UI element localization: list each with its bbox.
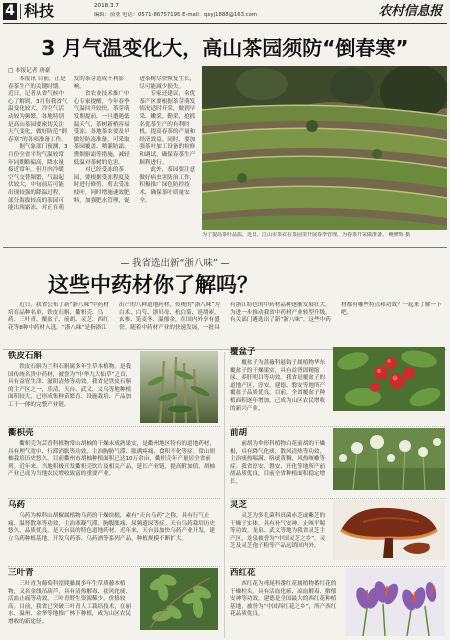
herb-entry-text: 灵芝为多孔菌科真菌赤芝或紫芝的干燥子实体，具有补气安神、止咳平喘等功效。龙泉、武义等地为我省灵芝主产区，龙泉被誉为“中国灵芝之乡”，灵芝及灵芝孢子粉等产品远销国内外。 [230, 513, 326, 550]
tea-article-paragraph: 专家还建议，名优茶产区要根据茶芽萌发情况适时开采，做到早采、嫩采、勤采，抢抓名优茶生产的有利时机，提高春茶的产量和经济效益。同时，要加强茶叶加工设备的检修和调试，确保春茶生产顺利进行。 [139, 91, 196, 166]
herb-entry-text: 西红花为鸢尾科番红花属植物番红花的干燥柱头，具有活血化瘀、凉血解毒、解郁安神等功效。建德是全国最大的西红花种植基地，被誉为“中国西红花之乡”，所产西红花品质优良。 [230, 581, 337, 618]
section-name: 科技 [24, 2, 55, 20]
raspberry-photo [333, 347, 445, 411]
photo-caption: 为了提高茶叶品质，近日，江山市茶农在茶园里开展春季管理，为春茶开采做准备。 鲍修辉 摄 [202, 232, 411, 238]
feature-title: 这些中药材你了解吗？ [48, 273, 258, 297]
herb-entry-text: 前胡为伞形科植物白花前胡的干燥根，具有降气化痰、散风清热等功效，主治痰热喘满、咯痰黄稠、风热咳嗽等症。我省淳安、磐安、开化等地所产前胡品质优良，目前全省种植面积稳定增长。 [230, 441, 326, 485]
herb-entry-title: 覆盆子 [230, 347, 256, 357]
herb-entry-text: 衢枳壳为芸香科植物常山胡柚的干燥未成熟果实，是衢州地区特有的道地药材，具有理气宽中、行滞消胀等功效，主治胸胁气滞、胀满疼痛、食积不化等症。常山胡柚栽培历史悠久，目前衢州市胡柚种植面积已达10万余亩，衢枳壳年产量居全省前列。近年来，当地积极开发衢枳壳饮片及相关产品，延长产业链，提高附加值，胡柚产业已成为当地农民增收致富的重要产业。 [8, 441, 215, 478]
herb-entry-lingzhi [230, 500, 445, 565]
feature-kicker: 我省选出新“浙八味” [118, 258, 232, 270]
tea-article-body [8, 76, 200, 238]
tea-garden-photo [202, 66, 447, 230]
herb-entry-title: 衢枳壳 [8, 428, 34, 438]
tea-article-paragraph: 据气象部门预测，3月份全省平均气温较常年同期略偏高，降水量接近常年。但月内冷暖空气交替频繁，气温起伏较大，中旬前后可能出现较强的降温过程，部分海拔较高的茶园可能出现霜冻，对正在萌发的茶芽造成不利影响。 [8, 76, 125, 212]
herb-entry-wuyao [8, 500, 218, 565]
herb-entry-xihonghua [230, 568, 445, 638]
herb-entry-title: 铁皮石斛 [8, 351, 43, 361]
herb-entry-text: 三叶青为葡萄科崖爬藤属多年生草质藤本植物，又名金线吊葫芦，具有清热解毒、祛风化痰、活血止痛等功效。三叶青野生资源稀少，价格较高。目前，我省已突破三叶青人工栽培技术，在丽水、温州、金华等地推广林下种植，成为山区农民增收的新途径。 [8, 581, 132, 625]
peucedanum-photo [333, 428, 445, 490]
tea-article-headline: 3 月气温变化大，高山茶园须防“倒春寒” [41, 36, 409, 60]
herb-entry-title: 三叶青 [8, 568, 34, 578]
tea-article-paragraph: 省农业技术推广中心专家提醒，今年春季气温回升较快，茶芽萌发期提前，一旦遭遇低温天气，茶树新梢容易受冻。各地茶农要及早做好防冻准备，可采取茶园覆盖、喷灌防霜、熏烟驱霜等措施，减轻低温对茶树的危害。 [73, 91, 130, 166]
section-rule [3, 247, 447, 248]
entry-divider [8, 566, 220, 567]
sanyeqing-photo [140, 568, 218, 630]
feature-intro [8, 302, 445, 348]
herb-entry-text: 铁皮石斛为兰科石斛属多年生草本植物，是我国传统名贵中药材，被誉为“中华九大仙草”之首，具有益胃生津、滋阴清热等功效。我省是铁皮石斛的主产区之一，乐清、天台、武义、义乌等地种植面积较大，已形成集种苗繁育、设施栽培、产品加工于一体的完整产业链。 [8, 364, 132, 408]
herb-entry-qianhu [230, 428, 445, 497]
herb-entry-title: 前胡 [230, 428, 248, 438]
herb-entry-text: 覆盆子为蔷薇科悬钩子属植物华东覆盆子的干燥果实，具有益肾固精缩尿、养肝明目等功效。我省是覆盆子的道地产区，淳安、建德、磐安等地所产覆盆子品质优良。目前，全省覆盆子种植面积逐年增加，已成为山区农民增收的新兴产业。 [230, 360, 326, 412]
herb-entry-tiepishihu [8, 351, 218, 425]
entry-divider [8, 426, 220, 427]
entry-divider [230, 566, 445, 567]
herb-entry-quzhiqiao [8, 428, 218, 497]
header-divider [20, 4, 21, 19]
lingzhi-photo [333, 500, 445, 560]
editor-line: 编辑：俞亚 电话：0571-86757195 E-mail：qxyj1888@163.com [94, 12, 257, 18]
entry-divider [230, 498, 445, 499]
dendrobium-photo [140, 351, 218, 423]
page-number: 4 [3, 3, 17, 20]
herb-entry-title: 乌药 [8, 500, 26, 510]
saffron-crocus-photo [345, 568, 445, 636]
newspaper-masthead: 农村信息报 [378, 4, 442, 19]
herb-entry-title: 灵芝 [230, 500, 248, 510]
herb-entry-fupenzi [230, 347, 445, 425]
herb-entry-title: 西红花 [230, 568, 256, 578]
entry-divider [8, 498, 220, 499]
herb-entry-text: 乌药为樟科山胡椒属植物乌药的干燥块根，素有“天台乌药”之称，具有行气止痛、温肾散寒等功效，主治寒凝气滞、胸腹胀痛、尿频遗尿等症。天台乌药栽培历史悠久，品质优良，是天台县的特色道地药材。近年来，天台县加快乌药产业开发，建立乌药种植基地，开发乌药茶、乌药酒等系列产品，种植规模不断扩大。 [8, 513, 215, 542]
herb-entry-sanyeqing [8, 568, 218, 638]
column-divider [224, 352, 225, 638]
tea-article-paragraph: 对已经受冻的茶园，要根据受冻程度及时进行修剪，剪去受冻枝叶，同时增施速效肥料，加强肥水管理，促进茶树尽快恢复生长，尽可能减少损失。 [73, 76, 196, 204]
feature-intro-text: 近日，我省公布了新“浙八味”中药材培育品种名单，铁皮石斛、衢枳壳、乌药、三叶青、覆盆子、前胡、灵芝、西红花等8种中药材入选。“浙八味”是指浙江出产的八种道地药材，传统的“浙八味”为白术、白芍、浙贝母、杭白菊、延胡索、玄参、笕麦冬、温郁金，在国内外享有盛誉。随着中药材产业的快速发展，一批具有浙江特色的中药材品种逐渐发展壮大，为进一步推动我省中药材产业转型升级，有关部门遴选出了新“浙八味”。这些中药材都有哪些特点和功效？一起来了解一下吧。 [8, 302, 442, 331]
issue-date: 2018.3.7 [94, 3, 119, 9]
tea-article-paragraph: 此外，茶园要注意做好病虫害防治工作，积极推广绿色防控技术，确保茶叶质量安全。 [139, 167, 196, 204]
entry-divider [230, 426, 445, 427]
header-rule [3, 23, 447, 24]
tea-article-byline: □ 本报记者 唐豪 [8, 68, 51, 74]
tea-article-paragraph: 本报讯 目前，正是春茶生产的关键时期。近日，记者从省气候中心了解到，3月份我省气温变化较大，冷空气活动较为频繁，各地特别是高山茶园要密切关注天气变化，做好防范“倒春寒”的各项准备工作。 [8, 76, 68, 143]
